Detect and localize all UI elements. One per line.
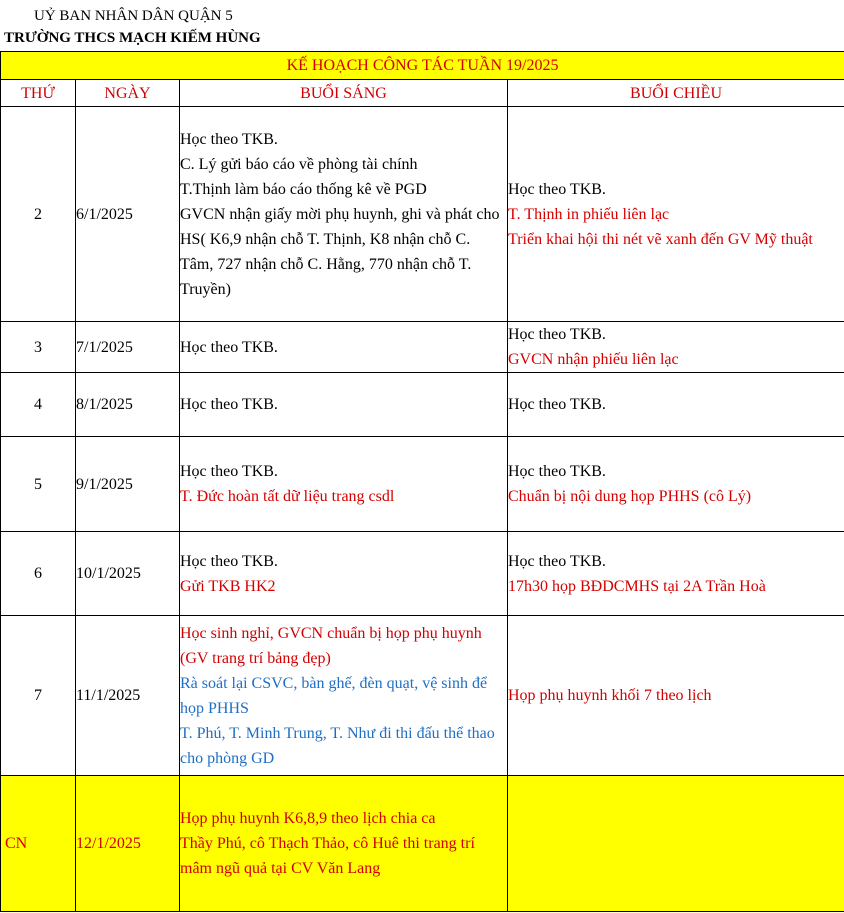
table-body [1,107,844,912]
table-row [1,437,844,532]
cell-buoi-sang [180,776,508,912]
cell-thu: 3 [1,322,76,373]
cell-thu: CN [1,776,76,912]
task-line: Triển khai hội thi nét vẽ xanh đến GV Mỹ thuật [508,230,813,248]
cell-buoi-sang [180,322,508,373]
cell-buoi-chieu [508,107,844,322]
task-line: Họp phụ huynh K6,8,9 theo lịch chia ca [180,810,436,827]
task-line: Học theo TKB. [180,463,278,480]
task-line: T. Phú, T. Minh Trung, T. Như đi thi đấu thể thao cho phòng GD [180,724,495,767]
task-line: Học sinh nghỉ, GVCN chuẩn bị họp phụ huynh (GV trang trí bảng đẹp) [180,624,482,667]
cell-thu: 5 [1,437,76,532]
task-line: Học theo TKB. [508,326,606,343]
table-header-row [1,80,844,107]
table-row [1,776,844,912]
table-row [1,322,844,373]
cell-buoi-sang [180,373,508,437]
column-header-ngay: NGÀY [76,80,180,107]
task-line: Học theo TKB. [508,552,606,570]
cell-thu: 7 [1,616,76,776]
task-line: T. Đức hoàn tất dữ liệu trang csdl [180,488,395,505]
cell-buoi-sang [180,107,508,322]
table-row [1,616,844,776]
task-line: Học theo TKB. [180,396,278,413]
cell-buoi-chieu [508,322,844,373]
task-line: GVCN nhận giấy mời phụ huynh, ghi và phát cho HS( K6,9 nhận chỗ T. Thịnh, K8 nhận chỗ C. Tâm, 727 nhận chỗ C. Hằng, 770 nhận chỗ T. Truyền) [180,205,500,298]
cell-buoi-chieu [508,532,844,616]
task-line: C. Lý gửi báo cáo về phòng tài chính [180,155,418,173]
header-school: TRƯỜNG THCS MẠCH KIẾM HÙNG [4,30,261,46]
task-line: Học theo TKB. [180,552,278,570]
table-row [1,107,844,322]
table-title: KẾ HOẠCH CÔNG TÁC TUẦN 19/2025 [1,52,844,80]
cell-buoi-chieu [508,616,844,776]
column-header-buoi-chieu: BUỔI CHIỀU [508,80,844,107]
cell-buoi-sang [180,437,508,532]
table-title-row [1,52,844,80]
task-line: T.Thịnh làm báo cáo thống kê về PGD [180,180,427,198]
cell-buoi-sang [180,616,508,776]
cell-thu: 6 [1,532,76,616]
task-line: Họp phụ huynh khối 7 theo lịch [508,687,712,704]
task-line: Thầy Phú, cô Thạch Thảo, cô Huê thi trang trí mâm ngũ quả tại CV Văn Lang [180,835,475,877]
table-row [1,373,844,437]
cell-ngay: 6/1/2025 [76,107,180,322]
cell-buoi-chieu [508,373,844,437]
cell-ngay: 9/1/2025 [76,437,180,532]
cell-ngay: 7/1/2025 [76,322,180,373]
cell-buoi-chieu [508,776,844,912]
cell-buoi-sang [180,532,508,616]
task-line: Học theo TKB. [180,130,278,148]
task-line: GVCN nhận phiếu liên lạc [508,351,679,368]
task-line: Học theo TKB. [508,180,606,198]
weekly-plan-table [0,51,844,912]
cell-thu: 2 [1,107,76,322]
cell-buoi-chieu [508,437,844,532]
cell-ngay: 11/1/2025 [76,616,180,776]
column-header-thu: THỨ [1,80,76,107]
cell-ngay: 12/1/2025 [76,776,180,912]
task-line: Học theo TKB. [508,463,606,480]
column-header-buoi-sang: BUỔI SÁNG [180,80,508,107]
cell-ngay: 10/1/2025 [76,532,180,616]
task-line: T. Thịnh in phiếu liên lạc [508,205,670,223]
cell-ngay: 8/1/2025 [76,373,180,437]
task-line: Học theo TKB. [508,396,606,413]
header-district: UỶ BAN NHÂN DÂN QUẬN 5 [34,8,233,24]
task-line: Rà soát lại CSVC, bàn ghế, đèn quạt, vệ sinh để họp PHHS [180,674,488,717]
task-line: Chuẩn bị nội dung họp PHHS (cô Lý) [508,488,752,505]
table-row [1,532,844,616]
task-line: 17h30 họp BĐDCMHS tại 2A Trần Hoà [508,577,766,595]
task-line: Gửi TKB HK2 [180,577,276,595]
cell-thu: 4 [1,373,76,437]
task-line: Học theo TKB. [180,338,278,356]
